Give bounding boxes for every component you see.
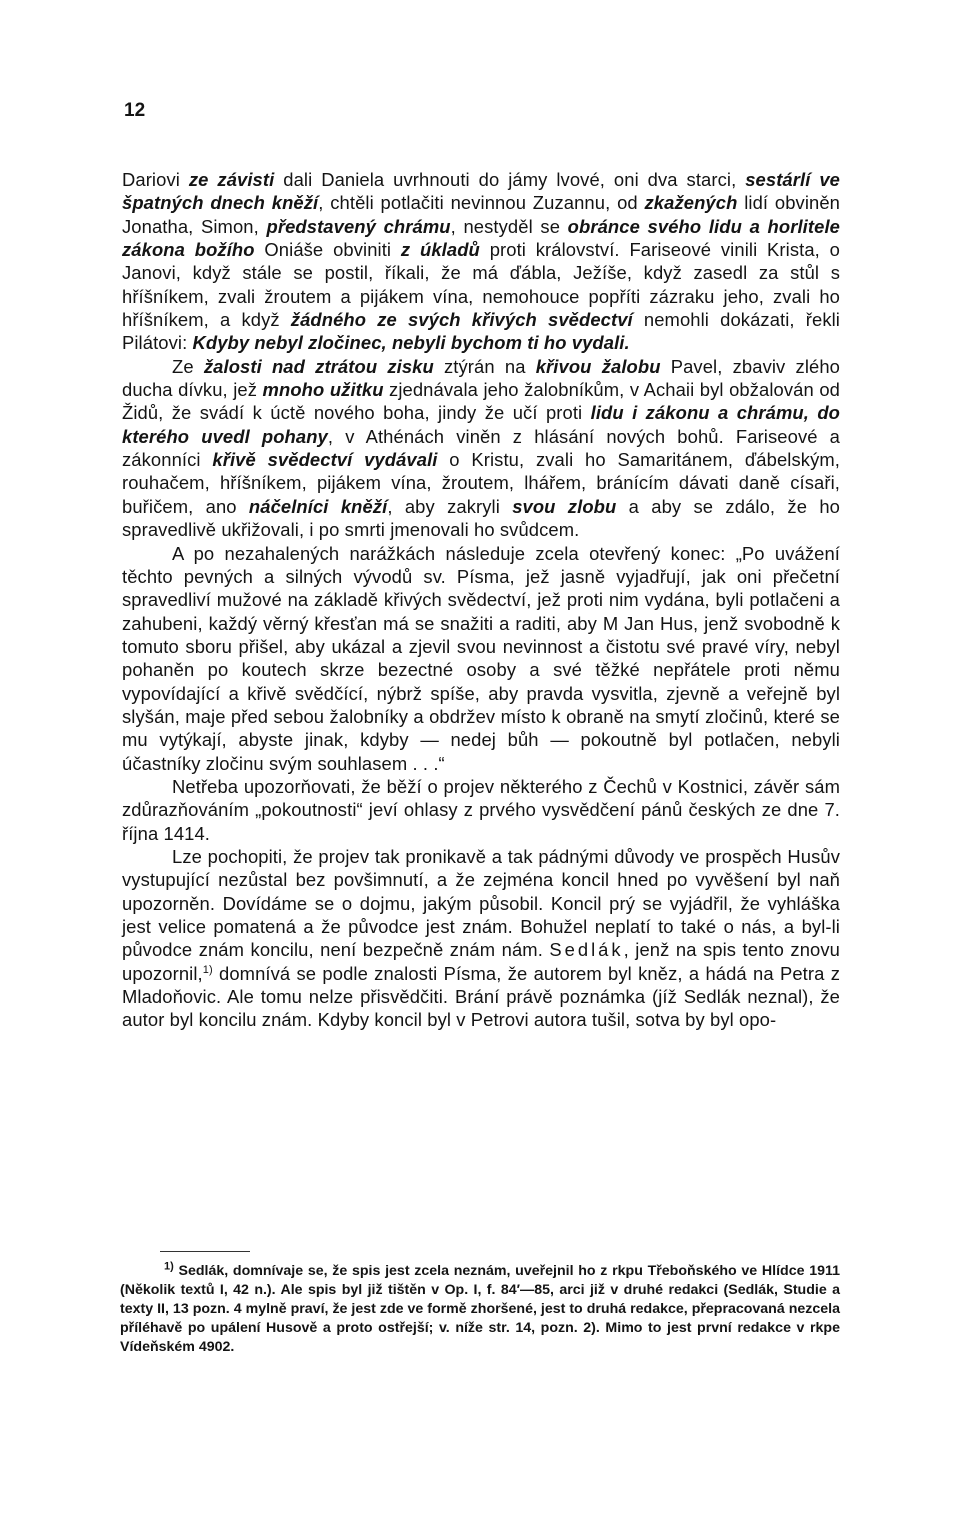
emphasis-text: Kdyby nebyl zločinec, nebyli bychom ti ho vydali.	[192, 332, 630, 354]
text-run: dali Daniela uvrhnouti do jámy lvové, oni dva starci,	[274, 169, 746, 190]
emphasis-text: žádného ze svých křivých svědectví	[290, 309, 633, 331]
text-run: , aby zakryli	[387, 495, 513, 517]
emphasis-text: ze závisti	[188, 169, 275, 190]
footnote-separator	[160, 1251, 250, 1252]
footnote	[120, 1262, 840, 1357]
emphasis-text: sestárlí ve špatných dnech kněží	[122, 169, 841, 214]
emphasis-text: zkažených	[644, 192, 738, 214]
text-run: nemohli dokázati, řekli Pilátovi:	[122, 309, 840, 354]
text-run: , Studie a texty II, 13 pozn. 4 mylně praví, že jest zde ve formě zhoršené, jest to druhá redakce, přepracovaná nezcela příléhavě po upálení Husově a proto ostřejší; v. níže str. 14, pozn. 2). Mimo to jest první redakce v rkpe Vídeňském 4902.	[120, 1282, 840, 1355]
text-run: lidí obviněn Jonatha, Simon,	[122, 192, 841, 237]
text-run: Lze pochopiti, že projev tak pronikavě a tak pádnými důvody ve prospěch Husův vystupující nezůstal bez povšimnutí, a že zejména koncil hned po vyvěšení byl naň upozorněn. Dovídáme se o dojmu, jakým působil. Koncil prý se vyjádřil, že vyhláška jest velice pomatená a že původce jest znám. Bohužel neplatí to také o nás, a byl-li původce znám koncilu, není bezpečně znám nám.	[122, 845, 840, 961]
emphasis-text: lidu i zákonu a chrámu, do kterého uvedl pohany	[122, 402, 840, 447]
emphasis-text: obránce svého lidu a horlitele zákona božího	[122, 215, 840, 261]
emphasis-text: představený chrámu	[266, 215, 451, 237]
paragraph	[122, 168, 840, 355]
footnote-reference: 1)	[202, 963, 213, 976]
paragraph	[122, 775, 840, 845]
text-run: ztýrán na	[433, 355, 536, 377]
spaced-name: Sedlák	[728, 1282, 775, 1298]
emphasis-text: náčelníci kněží	[248, 495, 388, 517]
spaced-name: Sedlák	[178, 1263, 225, 1279]
paragraph	[122, 542, 840, 775]
text-run: A po nezahalených narážkách následuje zcela otevřený konec: „Po uvážení těchto pevných a silných vývodů sv. Písma, jež jasně vyjadřují, jak oni přečetní spravedliví mužové na základě křivých svědectví, jež proti nim vydána, byli potlačeni a zahubeni, každý věrný křesťan má se snažiti a raditi, aby M Jan Hus, jenž svobodně k tomuto sboru přišel, aby ukázal a zjevil svou nevinnost a čistotu své pravé víry, nebyl pohaněn po koutech skrze bezectné osoby a své těžké nepřátele proti němu vypovídající a křivě svědčící, nýbrž spíše, aby pravda vysvitla, zjevně a veřejně byl slyšán, maje před sebou žalobníky a obdržev místo k obraně na smytí zločinů, které se mu vytýkají, abyste jinak, kdyby — nedej bůh — pokoutně byl potlačen, nebyli účastníky zločinu svým souhlasem . . .“	[122, 542, 840, 774]
text-run: , nestyděl se	[450, 215, 568, 237]
text-run: zjednávala jeho žalobníkům, v Achaii byl obžalován od Židů, že svádí k úctě nového boha, jindy že učí proti	[122, 379, 840, 424]
text-run: , jenž na spis tento znovu upozornil,	[122, 939, 840, 984]
emphasis-text: z úkladů	[400, 239, 480, 261]
emphasis-text: křivou žalobu	[535, 355, 661, 377]
emphasis-text: křivě svědectví vydávali	[212, 449, 438, 471]
emphasis-text: svou zlobu	[512, 495, 617, 517]
text-run: , v Athénách viněn z hlásání nových bohů. Fariseové a zákonníci	[122, 425, 841, 471]
footnote-text	[120, 1260, 840, 1355]
emphasis-text: mnoho užitku	[262, 379, 384, 401]
text-run: , chtěli potlačiti nevinnou Zuzannu, od	[318, 192, 645, 214]
text-run: Netřeba upozorňovati, že běží o projev některého z Čechů v Kostnici, závěr sám zdůrazňováním „pokoutnosti“ jeví ohlasy z prvého vysvědčení pánů českých ze dne 7. října 1414.	[122, 775, 840, 844]
text-run: Dariovi	[122, 169, 189, 190]
text-run: a aby se zdálo, že ho spravedlivě ukřižovali, i po smrti jmenovali ho svůdcem.	[122, 495, 840, 541]
spaced-name: Sedlák	[549, 939, 624, 961]
text-run: , domnívaje se, že spis jest zcela neznám, uveřejnil ho z rkpu Třeboňského ve Hlídce 1911 (Několik textů I, 42 n.). Ale spis byl již tištěn v Op. I, f. 84′—85, arci již v druhé redakci (	[120, 1263, 840, 1298]
body-text	[122, 168, 840, 1032]
text-run: o Kristu, zvali ho Samaritánem, ďábelským, rouhačem, hříšníkem, pijákem vína, žroutem, lhářem, bránícím dávati daně císaři, buřičem, ano	[122, 449, 840, 517]
footnote-marker: 1)	[164, 1260, 174, 1273]
paragraph	[122, 845, 840, 1032]
page-number: 12	[124, 100, 146, 121]
text-run: Ze	[172, 355, 204, 377]
text-run: domnívá se podle znalosti Písma, že autorem byl kněz, a hádá na Petra z Mladoňovic. Ale tomu nelze přisvědčiti. Brání právě poznámka (jíž Sedlák neznal), že autor byl koncilu znám. Kdyby koncil byl v Petrovi autora tušil, sotva by byl opo-	[122, 962, 840, 1031]
paragraph	[122, 355, 840, 542]
text-run: Oniáše obviniti	[254, 239, 401, 261]
emphasis-text: žalosti nad ztrátou zisku	[203, 355, 434, 377]
text-run: proti království. Fariseové vinili Krista, o Janovi, když stále se postil, říkali, že má ďábla, Ježíše, když zasedl za stůl s hříšníkem, zvali žroutem a pijákem vína, nemohouce popříti zázraku jeho, zvali ho hříšníkem, a když	[122, 239, 841, 331]
text-run: Pavel, zbaviv zlého ducha dívku, jež	[122, 355, 840, 401]
